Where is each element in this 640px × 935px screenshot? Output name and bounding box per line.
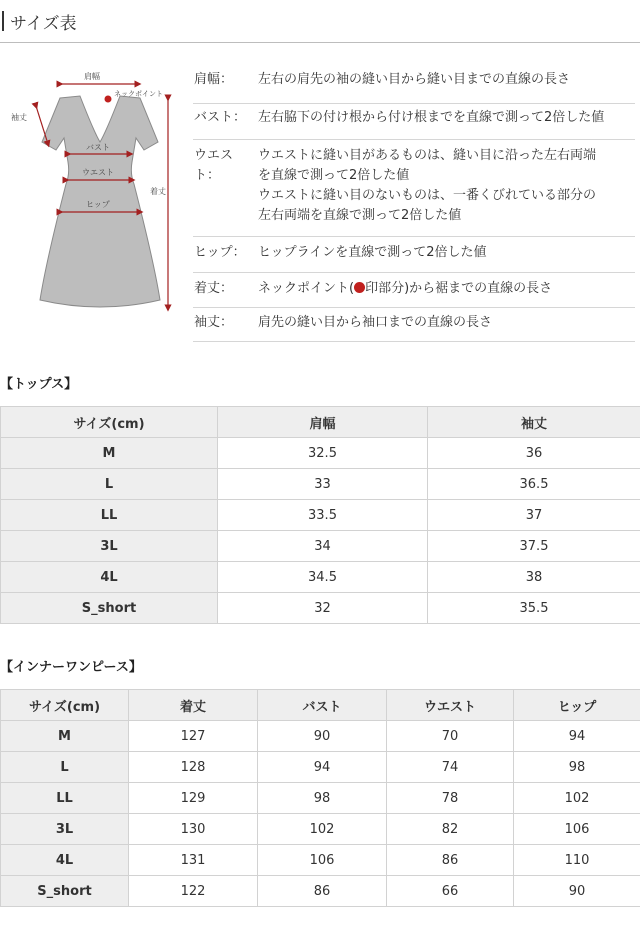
table-cell: 94 [514,721,640,752]
table-cell: 106 [514,814,640,845]
size-label-cell: 3L [1,814,129,845]
table-row [1,783,640,814]
size-label-cell: S_short [1,593,218,624]
table-cell: 102 [514,783,640,814]
shoulder-label: 肩幅 [84,72,100,81]
bust-label: バスト [86,143,110,152]
def-row-hip [193,237,635,273]
def-desc [258,243,635,272]
table-row [1,500,640,531]
sleeve-label: 袖丈 [11,113,27,122]
def-row-length [193,273,635,308]
def-desc [258,279,635,307]
table-cell: 86 [387,845,514,876]
sleeve-arrow [36,106,48,144]
table-row [1,531,640,562]
neck-point-label: ネックポイント [114,90,163,98]
table-cell: 36 [428,438,640,469]
def-term: 袖丈： [194,315,234,330]
table-header-row [1,407,640,438]
table-cell: 78 [387,783,514,814]
def-term: 着丈： [194,281,234,296]
table-cell: 90 [258,721,387,752]
table-cell: 102 [258,814,387,845]
page-header [0,0,640,43]
def-line: 左右の肩先の袖の縫い目から縫い目までの直線の長さ [258,72,571,87]
def-line-post: 印部分)から裾までの直線の長さ [365,281,553,296]
table-cell: 74 [387,752,514,783]
neck-point-dot [105,96,112,103]
def-term: ヒップ： [194,245,246,260]
table-row [1,752,640,783]
size-label-cell: M [1,438,218,469]
column-header: ヒップ [514,690,640,721]
column-header: サイズ(cm) [1,407,218,438]
def-line: ウエストに縫い目があるものは、縫い目に沿った左右両端 [258,148,597,163]
table-cell: 35.5 [428,593,640,624]
column-header: 袖丈 [428,407,640,438]
table-cell: 122 [129,876,258,907]
size-label-cell: 4L [1,562,218,593]
def-term: 肩幅： [194,72,234,87]
table-cell: 32.5 [218,438,428,469]
column-header: バスト [258,690,387,721]
def-desc [258,108,635,139]
table-cell: 131 [129,845,258,876]
table-row [1,814,640,845]
table-cell: 33.5 [218,500,428,531]
header-accent-bar [2,11,4,31]
waist-label: ウエスト [82,168,114,177]
table-row [1,721,640,752]
def-term: ウエスト： [194,148,234,183]
def-line: 左右脇下の付け根から付け根までを直線で測って2倍した値 [258,110,605,125]
def-line: 左右両端を直線で測って2倍した値 [258,208,462,223]
table-row [1,438,640,469]
size-label-cell: L [1,752,129,783]
length-label: 着丈 [150,187,166,196]
table-row [1,469,640,500]
table-header-row [1,690,640,721]
table-cell: 32 [218,593,428,624]
def-line: ウエストに縫い目のないものは、一番くびれている部分の [258,188,597,203]
size-label-cell: M [1,721,129,752]
column-header: 肩幅 [218,407,428,438]
table-cell: 37.5 [428,531,640,562]
column-header: 着丈 [129,690,258,721]
column-header: ウエスト [387,690,514,721]
size-label-cell: LL [1,500,218,531]
table-cell: 86 [258,876,387,907]
tops-size-table [0,406,640,624]
size-label-cell: 4L [1,845,129,876]
table-row [1,845,640,876]
table-row [1,593,640,624]
table-row [1,562,640,593]
tops-section-title: 【トップス】 [0,377,78,392]
def-row-waist [193,140,635,237]
table-cell: 129 [129,783,258,814]
size-label-cell: S_short [1,876,129,907]
table-cell: 33 [218,469,428,500]
def-desc [258,146,635,236]
def-term: バスト： [194,110,247,125]
table-cell: 94 [258,752,387,783]
table-cell: 37 [428,500,640,531]
def-desc [258,70,635,103]
inner-size-table [0,689,640,907]
table-cell: 70 [387,721,514,752]
red-dot-icon [354,282,365,293]
size-label-cell: L [1,469,218,500]
table-cell: 90 [514,876,640,907]
table-cell: 98 [514,752,640,783]
table-cell: 110 [514,845,640,876]
def-row-bust [193,104,635,140]
table-cell: 98 [258,783,387,814]
measurement-definitions [193,70,635,342]
def-line: ヒップラインを直線で測って2倍した値 [258,245,487,260]
table-cell: 127 [129,721,258,752]
size-label-cell: 3L [1,531,218,562]
table-cell: 130 [129,814,258,845]
inner-section-title: 【インナーワンピース】 [0,660,142,675]
column-header: サイズ(cm) [1,690,129,721]
table-cell: 82 [387,814,514,845]
table-cell: 34 [218,531,428,562]
dress-illustration [8,62,188,322]
def-line-pre: ネックポイント( [258,281,355,296]
size-label-cell: LL [1,783,129,814]
hip-label: ヒップ [86,200,110,209]
table-cell: 128 [129,752,258,783]
table-cell: 34.5 [218,562,428,593]
def-line: を直線で測って2倍した値 [258,168,410,183]
def-row-shoulder [193,70,635,104]
table-cell: 106 [258,845,387,876]
dress-measurement-diagram [8,62,188,322]
def-row-sleeve [193,308,635,342]
table-row [1,876,640,907]
table-cell: 38 [428,562,640,593]
table-cell: 36.5 [428,469,640,500]
table-cell: 66 [387,876,514,907]
def-desc [258,313,635,341]
page-title: サイズ表 [10,14,77,34]
def-line: 肩先の縫い目から袖口までの直線の長さ [258,315,493,330]
